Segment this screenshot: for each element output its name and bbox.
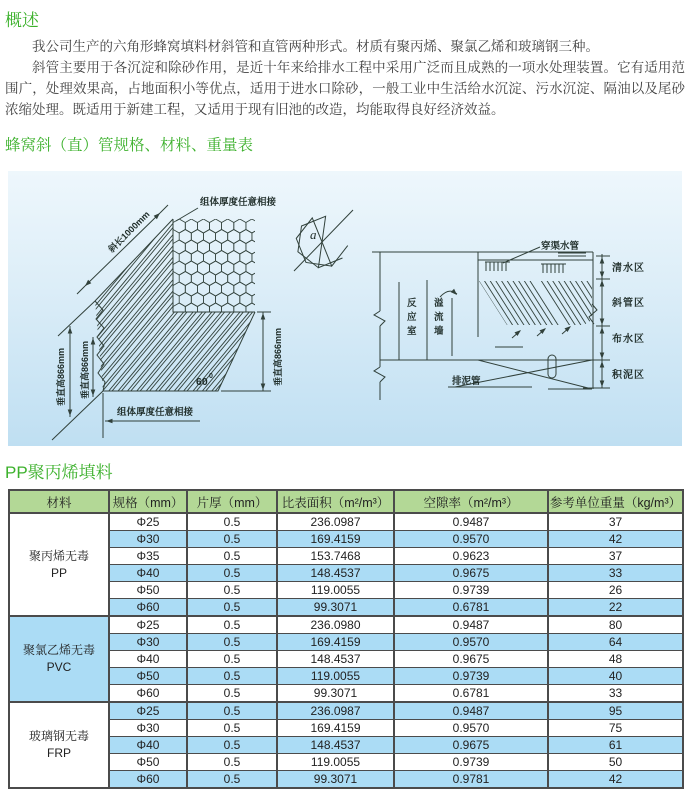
- zone-label-clear-water: 清水区: [612, 263, 645, 274]
- table-cell: Φ50: [109, 582, 187, 599]
- table-cell: 48: [548, 651, 683, 668]
- table-row: [9, 685, 683, 703]
- table-cell: 64: [548, 634, 683, 651]
- table-cell: 0.9623: [394, 548, 548, 565]
- table-cell: 0.9675: [394, 737, 548, 754]
- table-cell: 0.9675: [394, 651, 548, 668]
- table-cell: 99.3071: [277, 771, 394, 789]
- table-cell: 0.9675: [394, 565, 548, 582]
- material-name: 聚氯乙烯无毒: [22, 643, 95, 657]
- table-cell: 0.5: [187, 565, 277, 582]
- table-row: [9, 651, 683, 668]
- material-code: FRP: [47, 746, 71, 760]
- table-cell: Φ40: [109, 565, 187, 582]
- spec-table-body: [9, 513, 683, 788]
- table-cell: 0.9570: [394, 634, 548, 651]
- material-cell: [9, 513, 109, 616]
- table-cell: 0.6781: [394, 685, 548, 703]
- table-cell: 0.5: [187, 651, 277, 668]
- table-cell: 26: [548, 582, 683, 599]
- table-cell: 50: [548, 754, 683, 771]
- table-cell: 37: [548, 513, 683, 531]
- overflow-wall-label: 溢流墙: [434, 298, 444, 337]
- tube-diagrams: [8, 171, 682, 446]
- table-cell: 0.9781: [394, 771, 548, 789]
- table-row: [9, 531, 683, 548]
- table-row: [9, 720, 683, 737]
- table-cell: 0.9487: [394, 702, 548, 720]
- table-cell: 0.5: [187, 754, 277, 771]
- table-cell: 169.4159: [277, 531, 394, 548]
- column-header: 参考单位重量（kg/m³）: [548, 490, 683, 513]
- table-row: [9, 582, 683, 599]
- table-cell: 148.4537: [277, 565, 394, 582]
- table-cell: 42: [548, 531, 683, 548]
- table-row: [9, 513, 683, 531]
- table-row: [9, 565, 683, 582]
- spec-section-title: 蜂窝斜（直）管规格、材料、重量表: [5, 137, 254, 154]
- reaction-chamber-label: 反应室: [407, 298, 417, 337]
- inclined-tube-hatch-right: [417, 185, 618, 383]
- table-cell: Φ50: [109, 668, 187, 685]
- vertical-height-label-outer: 垂直高866mm: [56, 347, 66, 406]
- bottom-connect-label: 组体厚度任意相接: [117, 407, 194, 418]
- table-cell: 0.5: [187, 616, 277, 634]
- table-cell: 0.5: [187, 702, 277, 720]
- table-cell: 119.0055: [277, 668, 394, 685]
- angle-label: 60: [196, 376, 208, 388]
- table-row: [9, 754, 683, 771]
- table-cell: 95: [548, 702, 683, 720]
- table-cell: Φ25: [109, 702, 187, 720]
- table-cell: 236.0987: [277, 702, 394, 720]
- table-cell: Φ30: [109, 634, 187, 651]
- overview-paragraph-1: 我公司生产的六角形蜂窝填料材斜管和直管两种形式。材质有聚丙烯、聚氯乙烯和玻璃钢三种。: [32, 39, 599, 54]
- table-cell: Φ40: [109, 737, 187, 754]
- table-row: [9, 771, 683, 789]
- table-cell: 0.5: [187, 599, 277, 617]
- table-row: [9, 737, 683, 754]
- overview-title: 概述: [5, 11, 39, 30]
- table-cell: Φ35: [109, 548, 187, 565]
- vertical-height-label-inner: 垂直高866mm: [80, 340, 90, 399]
- hex-section-label: a: [310, 227, 317, 242]
- material-code: PP: [50, 565, 67, 580]
- zone-label-sludge: 积泥区: [612, 370, 645, 381]
- overview-paragraph-2: 斜管主要用于各沉淀和除砂作用，是近十年来给排水工程中采用广泛而且成熟的一项水处理装置。它有适用范围广，处理效果高，占地面积小等优点，适用于进水口除砂，一般工业中生活给水沉淀、污水沉淀、隔油以及尾砂浓缩处理。既适用于新建工程，又适用于现有旧池的改造，均能取得良好经济效益。: [5, 60, 685, 117]
- table-cell: Φ60: [109, 771, 187, 789]
- column-header: 材料: [9, 490, 109, 513]
- table-cell: 0.5: [187, 668, 277, 685]
- table-cell: 148.4537: [277, 651, 394, 668]
- table-cell: 61: [548, 737, 683, 754]
- spec-table-head: [9, 490, 683, 513]
- column-header: 空隙率（m²/m³）: [394, 490, 548, 513]
- table-cell: 0.5: [187, 720, 277, 737]
- table-cell: 169.4159: [277, 720, 394, 737]
- table-cell: 0.5: [187, 634, 277, 651]
- table-row: [9, 668, 683, 685]
- diagram-panel: [8, 171, 682, 446]
- material-name: 聚丙烯无毒: [28, 548, 89, 563]
- table-cell: 0.9570: [394, 720, 548, 737]
- table-cell: 99.3071: [277, 685, 394, 703]
- table-cell: 33: [548, 685, 683, 703]
- zone-label-distribution: 布水区: [612, 334, 645, 345]
- table-cell: 0.5: [187, 737, 277, 754]
- table-cell: 0.5: [187, 685, 277, 703]
- table-cell: 0.9487: [394, 616, 548, 634]
- perforated-pipe-label: 穿渠水管: [541, 241, 580, 252]
- table-row: [9, 599, 683, 617]
- table-cell: 37: [548, 548, 683, 565]
- table-section-title: PP聚丙烯填料: [5, 463, 113, 482]
- column-header: 比表面积（m²/m³）: [277, 490, 394, 513]
- column-header: 片厚（mm）: [187, 490, 277, 513]
- material-cell: [9, 616, 109, 702]
- table-cell: 40: [548, 668, 683, 685]
- table-row: [9, 548, 683, 565]
- table-cell: 99.3071: [277, 599, 394, 617]
- table-cell: Φ30: [109, 720, 187, 737]
- vertical-height-label-right: 垂直高866mm: [273, 327, 283, 386]
- angle-superscript: 0: [209, 373, 213, 380]
- table-cell: 119.0055: [277, 754, 394, 771]
- table-cell: 0.9739: [394, 582, 548, 599]
- table-row: [9, 634, 683, 651]
- table-cell: 0.6781: [394, 599, 548, 617]
- table-cell: Φ60: [109, 685, 187, 703]
- table-cell: 0.5: [187, 582, 277, 599]
- table-cell: 148.4537: [277, 737, 394, 754]
- column-header: 规格（mm）: [109, 490, 187, 513]
- table-cell: Φ30: [109, 531, 187, 548]
- table-cell: 119.0055: [277, 582, 394, 599]
- material-code: PVC: [46, 660, 72, 674]
- table-cell: 153.7468: [277, 548, 394, 565]
- table-cell: 0.5: [187, 513, 277, 531]
- material-cell: [9, 702, 109, 788]
- table-row: [9, 702, 683, 720]
- table-cell: Φ50: [109, 754, 187, 771]
- table-cell: 236.0980: [277, 616, 394, 634]
- table-cell: 0.5: [187, 771, 277, 789]
- table-cell: 0.5: [187, 531, 277, 548]
- zone-label-tube: 斜管区: [612, 298, 645, 309]
- table-cell: Φ40: [109, 651, 187, 668]
- table-cell: 169.4159: [277, 634, 394, 651]
- table-row: [9, 616, 683, 634]
- table-cell: 75: [548, 720, 683, 737]
- table-cell: 80: [548, 616, 683, 634]
- table-cell: Φ60: [109, 599, 187, 617]
- material-name: 玻璃钢无毒: [28, 729, 89, 743]
- table-cell: Φ25: [109, 513, 187, 531]
- table-cell: 33: [548, 565, 683, 582]
- slant-length-label: 斜长1000mm: [106, 209, 152, 255]
- table-cell: 0.9739: [394, 668, 548, 685]
- table-cell: 0.9487: [394, 513, 548, 531]
- inclined-tube-hatch-left: [417, 185, 618, 383]
- sludge-pipe-label: 排泥管: [452, 376, 481, 387]
- table-cell: 42: [548, 771, 683, 789]
- table-cell: 0.5: [187, 548, 277, 565]
- table-cell: 0.9570: [394, 531, 548, 548]
- table-cell: 236.0987: [277, 513, 394, 531]
- table-cell: 22: [548, 599, 683, 617]
- top-connect-label: 组体厚度任意相接: [200, 197, 277, 208]
- table-cell: Φ25: [109, 616, 187, 634]
- honeycomb-grid: [173, 219, 264, 317]
- spec-table: [8, 489, 684, 789]
- table-cell: 0.9739: [394, 754, 548, 771]
